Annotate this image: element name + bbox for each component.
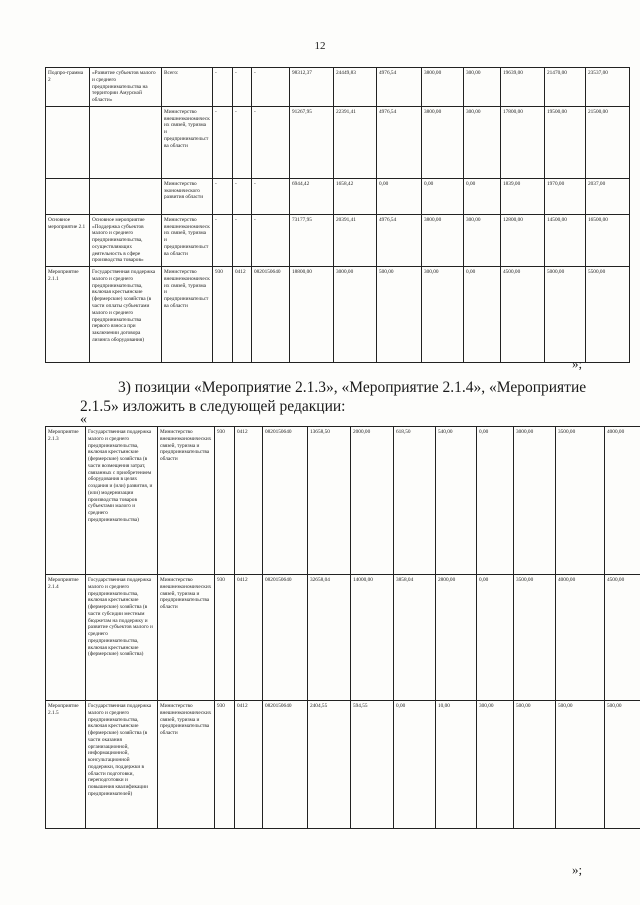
value-cell: 1839,00 [501, 178, 545, 214]
value-cell: 12800,00 [501, 214, 545, 266]
value-cell: 3000,00 [514, 427, 556, 575]
value-cell: 500,00 [605, 701, 640, 829]
value-cell: 300,00 [464, 106, 501, 178]
csr-cell: - [252, 178, 290, 214]
value-cell: 6944,42 [290, 178, 334, 214]
value-cell: 10,00 [436, 701, 477, 829]
value-cell: 21500,00 [586, 106, 630, 178]
value-cell: 3800,00 [422, 106, 464, 178]
title-cell: Государственная поддержка малого и среднего предпринимательства, включая крестьянские (фермерские) хозяйства (в части субсидии местным бюджетам на поддержку и развитие субъектов малого и среднего предпринимательства, включая крестьянские (фермерские) хозяйства) [86, 575, 158, 701]
value-cell: 17800,00 [501, 106, 545, 178]
value-cell: 0,00 [464, 267, 501, 363]
executor-cell: Министерство внешнеэкономических связей, туризма и предпринимательства области [162, 214, 213, 266]
budget-table-bottom [45, 426, 640, 829]
value-cell: 19639,00 [501, 68, 545, 107]
value-cell: 23537,00 [586, 68, 630, 107]
value-cell: 594,55 [351, 701, 394, 829]
value-cell: 5000,00 [545, 267, 586, 363]
table-row [46, 214, 630, 266]
program-cell: Мероприятие 2.1.1 [46, 267, 90, 363]
value-cell: 500,00 [377, 267, 422, 363]
grbs-cell: - [213, 178, 233, 214]
csr-cell: 0820150640 [263, 575, 308, 701]
program-cell [46, 178, 90, 214]
value-cell: 4976,54 [377, 68, 422, 107]
table-row [46, 68, 630, 107]
csr-cell: - [252, 106, 290, 178]
value-cell: 3858,04 [394, 575, 436, 701]
value-cell: 2000,00 [351, 427, 394, 575]
value-cell: 21470,00 [545, 68, 586, 107]
value-cell: 3800,00 [422, 214, 464, 266]
grbs-cell: - [213, 68, 233, 107]
value-cell: 300,00 [477, 701, 514, 829]
value-cell: 2404,55 [308, 701, 351, 829]
program-cell: Подпро-грамма 2 [46, 68, 90, 107]
title-cell: «Развитие субъектов малого и среднего предпринимательства на территории Амурской области» [90, 68, 162, 107]
program-cell: Мероприятие 2.1.3 [46, 427, 86, 575]
value-cell: 3500,00 [556, 427, 605, 575]
csr-cell: 0820150640 [252, 267, 290, 363]
value-cell: 4976,54 [377, 106, 422, 178]
table2-body [46, 427, 640, 829]
value-cell: 2037,00 [586, 178, 630, 214]
closing-quote-2: »; [572, 862, 583, 877]
value-cell: 73177,95 [290, 214, 334, 266]
value-cell: 98312,37 [290, 68, 334, 107]
rzpr-cell: - [233, 214, 252, 266]
value-cell: 1658,42 [334, 178, 377, 214]
csr-cell: - [252, 214, 290, 266]
grbs-cell: - [213, 214, 233, 266]
rzpr-cell: 0412 [233, 267, 252, 363]
page-number: 12 [314, 40, 326, 52]
value-cell: 0,00 [464, 178, 501, 214]
table-row [46, 267, 630, 363]
value-cell: 618,50 [394, 427, 436, 575]
value-cell: 4500,00 [605, 575, 640, 701]
title-cell: Государственная поддержка малого и среднего предпринимательства, включая крестьянские (фермерские) хозяйства (в части возмещения затрат, связанных с приобретением оборудования в целях создания и (или) развития, и (или) модернизации производства товаров субъектами малого и среднего предпринимательства) [86, 427, 158, 575]
value-cell: 4976,54 [377, 214, 422, 266]
grbs-cell: - [213, 106, 233, 178]
value-cell: 20391,41 [334, 214, 377, 266]
value-cell: 16500,00 [586, 214, 630, 266]
table-row [46, 178, 630, 214]
value-cell: 300,00 [464, 214, 501, 266]
grbs-cell: 930 [215, 701, 235, 829]
executor-cell: Министерство внешнеэкономических связей, туризма и предпринимательства области [162, 106, 213, 178]
executor-cell: Всего: [162, 68, 213, 107]
budget-table-top [45, 67, 630, 363]
grbs-cell: 930 [215, 575, 235, 701]
title-cell: Государственная поддержка малого и среднего предпринимательства, включая крестьянские (фермерские) хозяйства (в части оказания организационной, информационной, консультационной поддержки, поддержки в области подготовки, переподготовки и повышения квалификации предпринимателей) [86, 701, 158, 829]
value-cell: 0,00 [394, 701, 436, 829]
value-cell: 19500,00 [545, 106, 586, 178]
value-cell: 0,00 [422, 178, 464, 214]
value-cell: 32658,04 [308, 575, 351, 701]
value-cell: 3800,00 [422, 68, 464, 107]
program-cell: Мероприятие 2.1.5 [46, 701, 86, 829]
value-cell: 2800,00 [436, 575, 477, 701]
grbs-cell: 930 [215, 427, 235, 575]
program-cell [46, 106, 90, 178]
value-cell: 4000,00 [605, 427, 640, 575]
executor-cell: Министерство внешнеэкономических связей, туризма и предпринимательства области [158, 427, 215, 575]
rzpr-cell: 0412 [235, 427, 263, 575]
program-cell: Основное мероприятие 2.1 [46, 214, 90, 266]
value-cell: 0,00 [377, 178, 422, 214]
rzpr-cell: - [233, 178, 252, 214]
value-cell: 300,00 [464, 68, 501, 107]
csr-cell: 0820150640 [263, 701, 308, 829]
grbs-cell: 930 [213, 267, 233, 363]
instruction-text: 3) позиции «Мероприятие 2.1.3», «Мероприятие 2.1.4», «Мероприятие 2.1.5» изложить в следующей редакции: [80, 379, 587, 416]
value-cell: 5500,00 [586, 267, 630, 363]
rzpr-cell: 0412 [235, 701, 263, 829]
value-cell: 22391,41 [334, 106, 377, 178]
value-cell: 500,00 [514, 701, 556, 829]
program-cell: Мероприятие 2.1.4 [46, 575, 86, 701]
value-cell: 0,00 [477, 575, 514, 701]
title-cell: Государственная поддержка малого и среднего предпринимательства, включая крестьянские (фермерские) хозяйства (в части оплаты субъектами малого и среднего предпринимательства первого взноса при заключении договора лизинга оборудования) [90, 267, 162, 363]
value-cell: 13658,50 [308, 427, 351, 575]
rzpr-cell: - [233, 68, 252, 107]
value-cell: 3500,00 [514, 575, 556, 701]
title-cell [90, 178, 162, 214]
value-cell: 14500,00 [545, 214, 586, 266]
csr-cell: - [252, 68, 290, 107]
rzpr-cell: 0412 [235, 575, 263, 701]
value-cell: 18800,00 [290, 267, 334, 363]
value-cell: 500,00 [556, 701, 605, 829]
csr-cell: 0820150640 [263, 427, 308, 575]
open-quote: « [80, 412, 87, 427]
value-cell: 91267,95 [290, 106, 334, 178]
title-cell [90, 106, 162, 178]
executor-cell: Министерство экономического развития области [162, 178, 213, 214]
closing-quote-1: »; [572, 356, 583, 371]
value-cell: 540,00 [436, 427, 477, 575]
executor-cell: Министерство внешнеэкономических связей, туризма и предпринимательства области [158, 575, 215, 701]
value-cell: 24449,83 [334, 68, 377, 107]
value-cell: 4000,00 [556, 575, 605, 701]
title-cell: Основное мероприятие «Поддержка субъектов малого и среднего предпринимательства, осуществляющих деятельность в сфере производства товаров» [90, 214, 162, 266]
rzpr-cell: - [233, 106, 252, 178]
value-cell: 0,00 [477, 427, 514, 575]
value-cell: 300,00 [422, 267, 464, 363]
table-row [46, 701, 640, 829]
value-cell: 4500,00 [501, 267, 545, 363]
table1-body [46, 68, 630, 363]
executor-cell: Министерство внешнеэкономических связей, туризма и предпринимательства области [162, 267, 213, 363]
table-row [46, 106, 630, 178]
table-row [46, 575, 640, 701]
table-row [46, 427, 640, 575]
value-cell: 14000,00 [351, 575, 394, 701]
value-cell: 1970,00 [545, 178, 586, 214]
executor-cell: Министерство внешнеэкономических связей, туризма и предпринимательства области [158, 701, 215, 829]
value-cell: 3000,00 [334, 267, 377, 363]
